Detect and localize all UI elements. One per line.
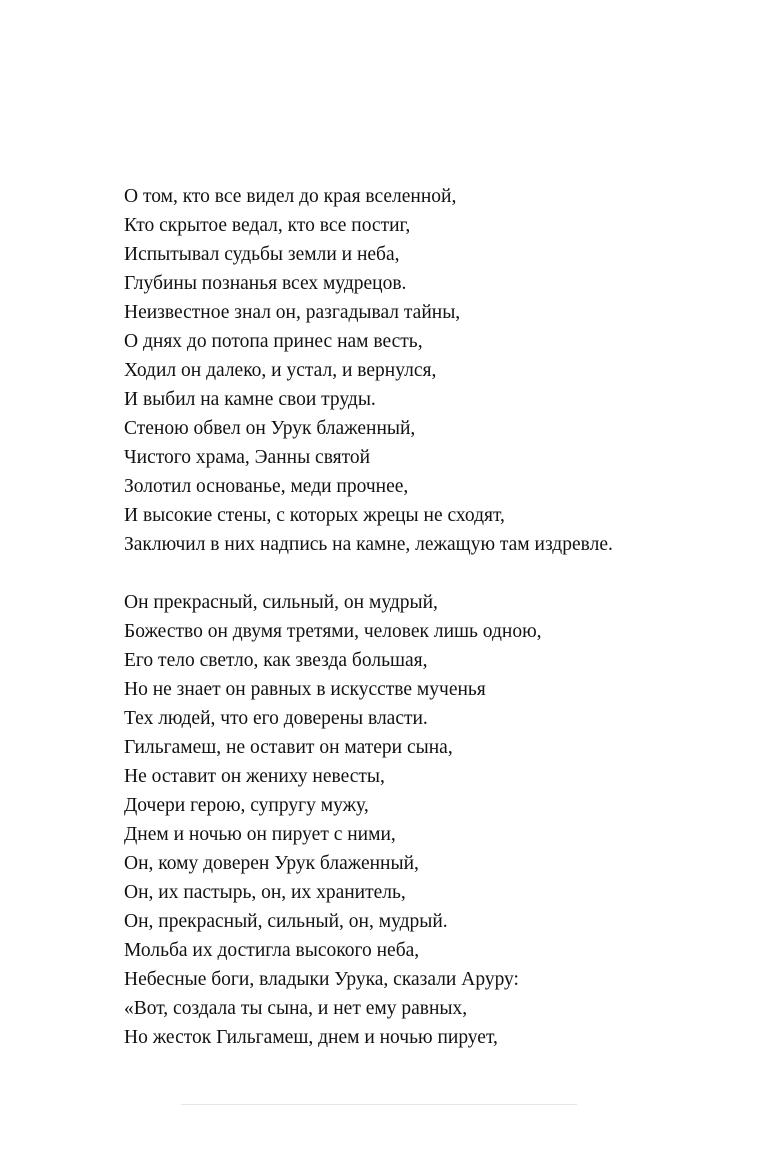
poem-line: Он, кому доверен Урук блаженный, [124,853,419,874]
poem-line: Но жесток Гильгамеш, днем и ночью пирует, [124,1027,498,1048]
poem-line: И высокие стены, с которых жрецы не сходят, [124,505,505,526]
poem-line: Он, их пастырь, он, их хранитель, [124,882,406,903]
poem-line: Он прекрасный, сильный, он мудрый, [124,592,438,613]
poem-line: Неизвестное знал он, разгадывал тайны, [124,302,461,323]
poem-line: Днем и ночью он пирует с ними, [124,824,396,845]
poem-line: «Вот, создала ты сына, и нет ему равных, [124,998,468,1019]
poem-line: Золотил основанье, меди прочнее, [124,476,409,497]
stanza-2 [124,588,724,1052]
poem-line: И выбил на камне свои труды. [124,389,376,410]
poem-line: Испытывал судьбы земли и неба, [124,244,400,265]
poem-line: Он, прекрасный, сильный, он, мудрый. [124,911,448,932]
poem-line: Ходил он далеко, и устал, и вернулся, [124,360,437,381]
poem-line: Божество он двумя третями, человек лишь одною, [124,621,542,642]
poem-text [124,182,724,1052]
footer-divider [181,1104,577,1105]
poem-line: Небесные боги, владыки Урука, сказали Аруру: [124,969,519,990]
poem-line: Глубины познанья всех мудрецов. [124,273,407,294]
poem-line: Но не знает он равных в искусстве мученья [124,679,486,700]
poem-line: Не оставит он жениху невесты, [124,766,385,787]
poem-line: Дочери герою, супругу мужу, [124,795,369,816]
poem-line: Гильгамеш, не оставит он матери сына, [124,737,453,758]
poem-line: Чистого храма, Эанны святой [124,447,371,468]
poem-line: О днях до потопа принес нам весть, [124,331,423,352]
poem-line: Кто скрытое ведал, кто все постиг, [124,215,411,236]
poem-line: Тех людей, что его доверены власти. [124,708,428,729]
poem-line: Его тело светло, как звезда большая, [124,650,428,671]
stanza-1 [124,182,724,559]
poem-line: Заключил в них надпись на камне, лежащую там издревле. [124,534,613,555]
poem-line: О том, кто все видел до края вселенной, [124,186,457,207]
poem-line: Стеною обвел он Урук блаженный, [124,418,416,439]
poem-line: Мольба их достигла высокого неба, [124,940,420,961]
